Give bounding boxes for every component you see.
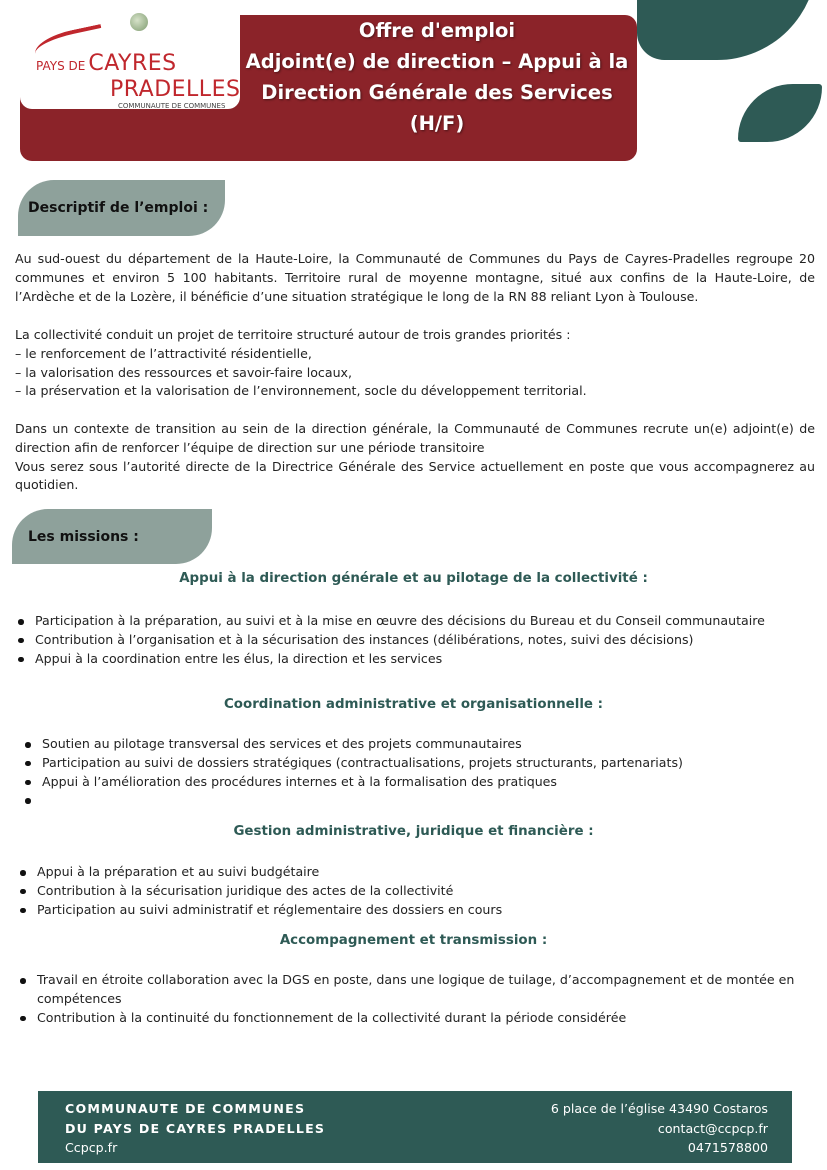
title-line: Offre d'emploi	[358, 19, 516, 42]
list-item: Soutien au pilotage transversal des services et des projets communautaires	[22, 735, 812, 754]
logo-globe-icon	[130, 13, 148, 31]
priorities-line: – le renforcement de l’attractivité résidentielle,	[15, 345, 312, 361]
priorities-paragraph	[15, 326, 815, 401]
context-text: Dans un contexte de transition au sein de la direction générale, la Communauté de Communes recrute un(e) adjoint(e) de direction afin de renforcer l’équipe de direction sur une période transitoire	[15, 421, 815, 455]
list-item: Contribution à l’organisation et à la sécurisation des instances (délibérations, notes, suivi des décisions)	[15, 631, 805, 650]
missions-list	[22, 735, 812, 810]
footer	[38, 1091, 792, 1163]
list-item: Appui à la préparation et au suivi budgétaire	[17, 863, 807, 882]
missions-subheading: Gestion administrative, juridique et financière :	[233, 824, 594, 839]
logo-text-pays-de: PAYS DE	[36, 59, 86, 73]
footer-phone: 0471578800	[687, 1140, 768, 1155]
list-item: Participation au suivi de dossiers stratégiques (contractualisations, projets structurants, partenariats)	[22, 754, 812, 773]
priorities-line: – la préservation et la valorisation de l’environnement, socle du développement territorial.	[15, 383, 587, 399]
missions-list	[17, 971, 807, 1027]
title-line: (H/F)	[409, 112, 465, 135]
list-item: Travail en étroite collaboration avec la DGS en poste, dans une logique de tuilage, d’accompagnement et de montée en compétences	[17, 971, 807, 1009]
list-item	[22, 791, 812, 810]
logo-text-communaute: COMMUNAUTE DE COMMUNES	[118, 102, 226, 110]
missions-subheading: Coordination administrative et organisationnelle :	[223, 697, 604, 712]
missions-subheading: Accompagnement et transmission :	[279, 933, 548, 948]
missions-list	[15, 612, 805, 668]
footer-email-link[interactable]: contact@ccpcp.fr	[657, 1120, 768, 1136]
logo-text-pradelles: PRADELLES	[110, 77, 241, 102]
page-title	[240, 15, 634, 139]
list-item: Appui à la coordination entre les élus, la direction et les services	[15, 650, 805, 669]
missions-subheading: Appui à la direction générale et au pilotage de la collectivité :	[179, 571, 648, 586]
footer-org-name: DU PAYS DE CAYRES PRADELLES	[65, 1120, 326, 1136]
decorative-leaf-top	[637, 0, 817, 60]
footer-address: 6 place de l’église 43490 Costaros	[550, 1101, 768, 1116]
priorities-line: – la valorisation des ressources et savoir-faire locaux,	[15, 364, 353, 380]
priorities-line: La collectivité conduit un projet de territoire structuré autour de trois grandes priorités :	[15, 327, 571, 342]
section-heading-descriptif: Descriptif de l’emploi :	[18, 180, 225, 236]
list-item: Participation à la préparation, au suivi et à la mise en œuvre des décisions du Bureau et du Conseil communautaire	[15, 612, 805, 631]
context-paragraph	[15, 420, 815, 495]
footer-org-name: COMMUNAUTE DE COMMUNES	[65, 1101, 306, 1116]
list-item: Appui à l’amélioration des procédures internes et à la formalisation des pratiques	[22, 773, 812, 792]
section-heading-missions: Les missions :	[12, 509, 212, 564]
list-item: Participation au suivi administratif et réglementaire des dossiers en cours	[17, 901, 807, 920]
list-item: Contribution à la sécurisation juridique des actes de la collectivité	[17, 882, 807, 901]
logo	[20, 5, 240, 109]
context-text: Vous serez sous l’autorité directe de la Directrice Générale des Service actuellement en poste que vous accompagnerez au quotidien.	[15, 458, 815, 493]
title-line: Direction Générale des Services	[261, 81, 613, 104]
footer-website-link[interactable]: Ccpcp.fr	[65, 1140, 118, 1155]
intro-paragraph: Au sud-ouest du département de la Haute-Loire, la Communauté de Communes du Pays de Cayres-Pradelles regroupe 20 communes et environ 5 100 habitants. Territoire rural de moyenne montagne, situé aux confins de la Haute-Loire, de l’Ardèche et de la Lozère, il bénéficie d’une situation stratégique le long de la RN 88 reliant Lyon à Toulouse.	[15, 251, 815, 304]
decorative-leaf-bottom	[738, 84, 822, 142]
logo-text-cayres: CAYRES	[88, 51, 177, 76]
title-line: Adjoint(e) de direction – Appui à la	[245, 50, 629, 73]
missions-list	[17, 863, 807, 919]
list-item: Contribution à la continuité du fonctionnement de la collectivité durant la période considérée	[17, 1009, 807, 1028]
